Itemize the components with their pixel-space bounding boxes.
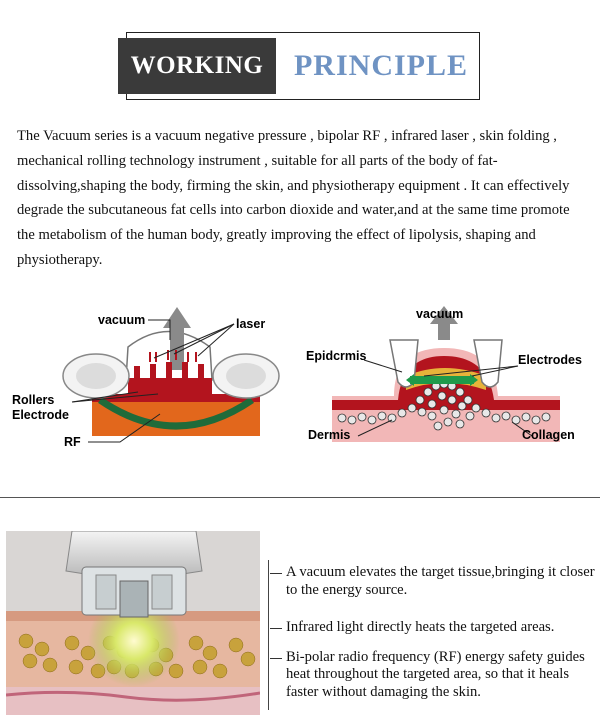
intro-paragraph: The Vacuum series is a vacuum negative pressure , bipolar RF , infrared laser , skin folding , mechanical rolling technology instrument , suitable for all parts of the body of fat-dissolving,shaping the body, firming the skin, and physiotherapy equipment . It can effectively degrade the subcutaneous fat cells into carbon dioxide and water,and at the same time promote the metabolism of the human body, greatly improving the effect of lipolysis, shaping and physiotherapy.: [17, 128, 570, 268]
banner-title-left: WORKING: [118, 38, 276, 94]
caption-dash: [270, 628, 282, 629]
label-rollers: Rollers: [12, 393, 55, 407]
label-electrode: Electrode: [12, 408, 69, 422]
title-banner: [118, 30, 482, 102]
caption-rf: [264, 649, 600, 702]
label-vacuum: vacuum: [416, 307, 464, 321]
caption-dash: [270, 658, 282, 659]
label-rf: RF: [64, 435, 81, 449]
banner-title-right: PRINCIPLE: [293, 49, 468, 82]
label-electrodes: Electrodes: [518, 353, 582, 367]
roller-electrode-diagram: [8, 292, 298, 472]
label-collagen: Collagen: [522, 428, 575, 442]
caption-dash: [270, 573, 282, 574]
section-divider: [0, 497, 600, 498]
label-dermis: Dermis: [308, 428, 351, 442]
caption-text: A vacuum elevates the target tissue,bringing it closer to the energy source.: [286, 564, 595, 598]
label-vacuum: vacuum: [98, 313, 146, 327]
caption-vacuum: [264, 564, 600, 599]
treatment-photo: [6, 531, 260, 715]
label-epidermis: Epidcrmis: [306, 349, 367, 363]
epidermis-dermis-diagram: [302, 292, 598, 457]
caption-text: Infrared light directly heats the targeted areas.: [286, 619, 555, 635]
caption-list: [264, 564, 600, 701]
label-laser: laser: [236, 317, 266, 331]
caption-infrared: [264, 619, 600, 637]
caption-text: Bi-polar radio frequency (RF) energy safety guides heat throughout the targeted area, so that it heals faster without damaging the skin.: [286, 648, 585, 700]
